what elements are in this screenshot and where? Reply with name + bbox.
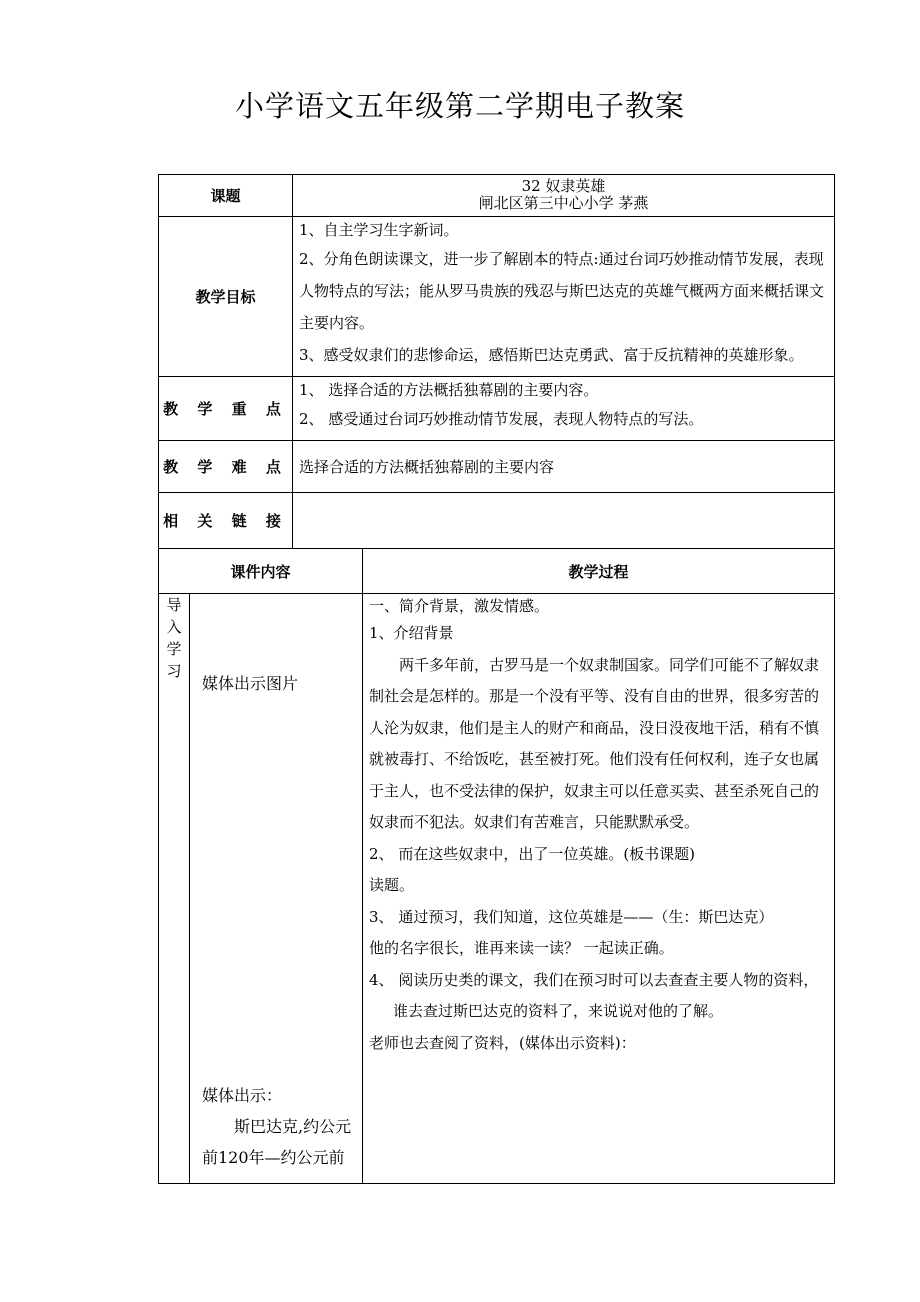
process-cell (363, 594, 835, 1184)
process-heading: 一、简介背景，激发情感。 (369, 597, 550, 615)
topic-label: 课题 (159, 175, 293, 217)
links-row (159, 493, 835, 549)
focus-label: 教 学 重 点 (159, 377, 293, 441)
focus-cell (293, 377, 835, 441)
process-paragraph: 两千多年前，古罗马是一个奴隶制国家。同学们可能不了解奴隶制社会是怎样的。那是一个没有平等、没有自由的世界，很多穷苦的人沦为奴隶，他们是主人的财产和商品，没日没夜地干活，稍有不慎就被毒打、不给饭吃，甚至被打死。他们没有任何权利，连子女也属于主人，也不受法律的保护，奴隶主可以任意买卖、甚至杀死自己的奴隶而不犯法。奴隶们有苦难言，只能默默承受。 (369, 655, 820, 831)
topic-cell (293, 175, 835, 217)
media-profile-line: 斯巴达克,约公元 (234, 1117, 352, 1136)
difficulty-row (159, 441, 835, 493)
process-header: 教学过程 (363, 549, 835, 594)
focus-row (159, 377, 835, 441)
media-profile-note (202, 1080, 362, 1173)
goal-item: 1、自主学习生字新词。 (299, 221, 459, 239)
media-picture-note: 媒体出示图片 (202, 674, 299, 693)
process-step: 3、 通过预习，我们知道，这位英雄是——（生：斯巴达克） (369, 907, 774, 926)
document-title: 小学语文五年级第二学期电子教案 (234, 89, 685, 123)
links-label: 相 关 链 接 (159, 493, 293, 549)
difficulty-text: 选择合适的方法概括独幕剧的主要内容 (299, 457, 555, 476)
goals-label: 教学目标 (159, 217, 293, 377)
links-cell (293, 493, 835, 549)
courseware-header: 课件内容 (159, 549, 363, 594)
topic-row (159, 175, 835, 217)
goals-cell (293, 217, 835, 377)
courseware-cell (190, 594, 363, 1184)
process-line: 老师也去查阅了资料，(媒体出示资料)： (369, 1033, 636, 1052)
lesson-plan-table (158, 174, 835, 1184)
topic-author: 闸北区第三中心小学 茅燕 (478, 194, 649, 212)
section-header-row (159, 549, 835, 594)
stage-cell (159, 594, 190, 1184)
goals-row (159, 217, 835, 377)
difficulty-cell (293, 441, 835, 493)
stage-label: 导入学习 (166, 596, 182, 680)
goal-item: 3、感受奴隶们的悲惨命运，感悟斯巴达克勇武、富于反抗精神的英雄形象。 (299, 346, 804, 364)
goal-item: 2、分角色朗读课文，进一步了解剧本的特点:通过台词巧妙推动情节发展，表现人物特点的写法；能从罗马贵族的残忍与斯巴达克的英雄气概两方面来概括课文主要内容。 (299, 250, 825, 332)
process-step: 2、 而在这些奴隶中，出了一位英雄。(板书课题) (369, 844, 696, 863)
topic-title: 32 奴隶英雄 (521, 177, 606, 195)
focus-item: 1、 选择合适的方法概括独幕剧的主要内容。 (299, 381, 599, 399)
process-step: 4、 阅读历史类的课文，我们在预习时可以去查查主要人物的资料，谁去查过斯巴达克的资料了，来说说对他的了解。 (369, 970, 819, 1020)
intro-row (159, 594, 835, 1184)
media-profile-title: 媒体出示： (202, 1086, 283, 1105)
media-profile-line: 前120年—约公元前 (202, 1148, 345, 1167)
process-line: 读题。 (369, 876, 415, 894)
difficulty-label: 教 学 难 点 (159, 441, 293, 493)
focus-item: 2、 感受通过台词巧妙推动情节发展，表现人物特点的写法。 (299, 410, 704, 428)
process-line: 他的名字很长，谁再来读一读？ 一起读正确。 (369, 939, 674, 957)
process-step: 1、介绍背景 (369, 624, 454, 642)
